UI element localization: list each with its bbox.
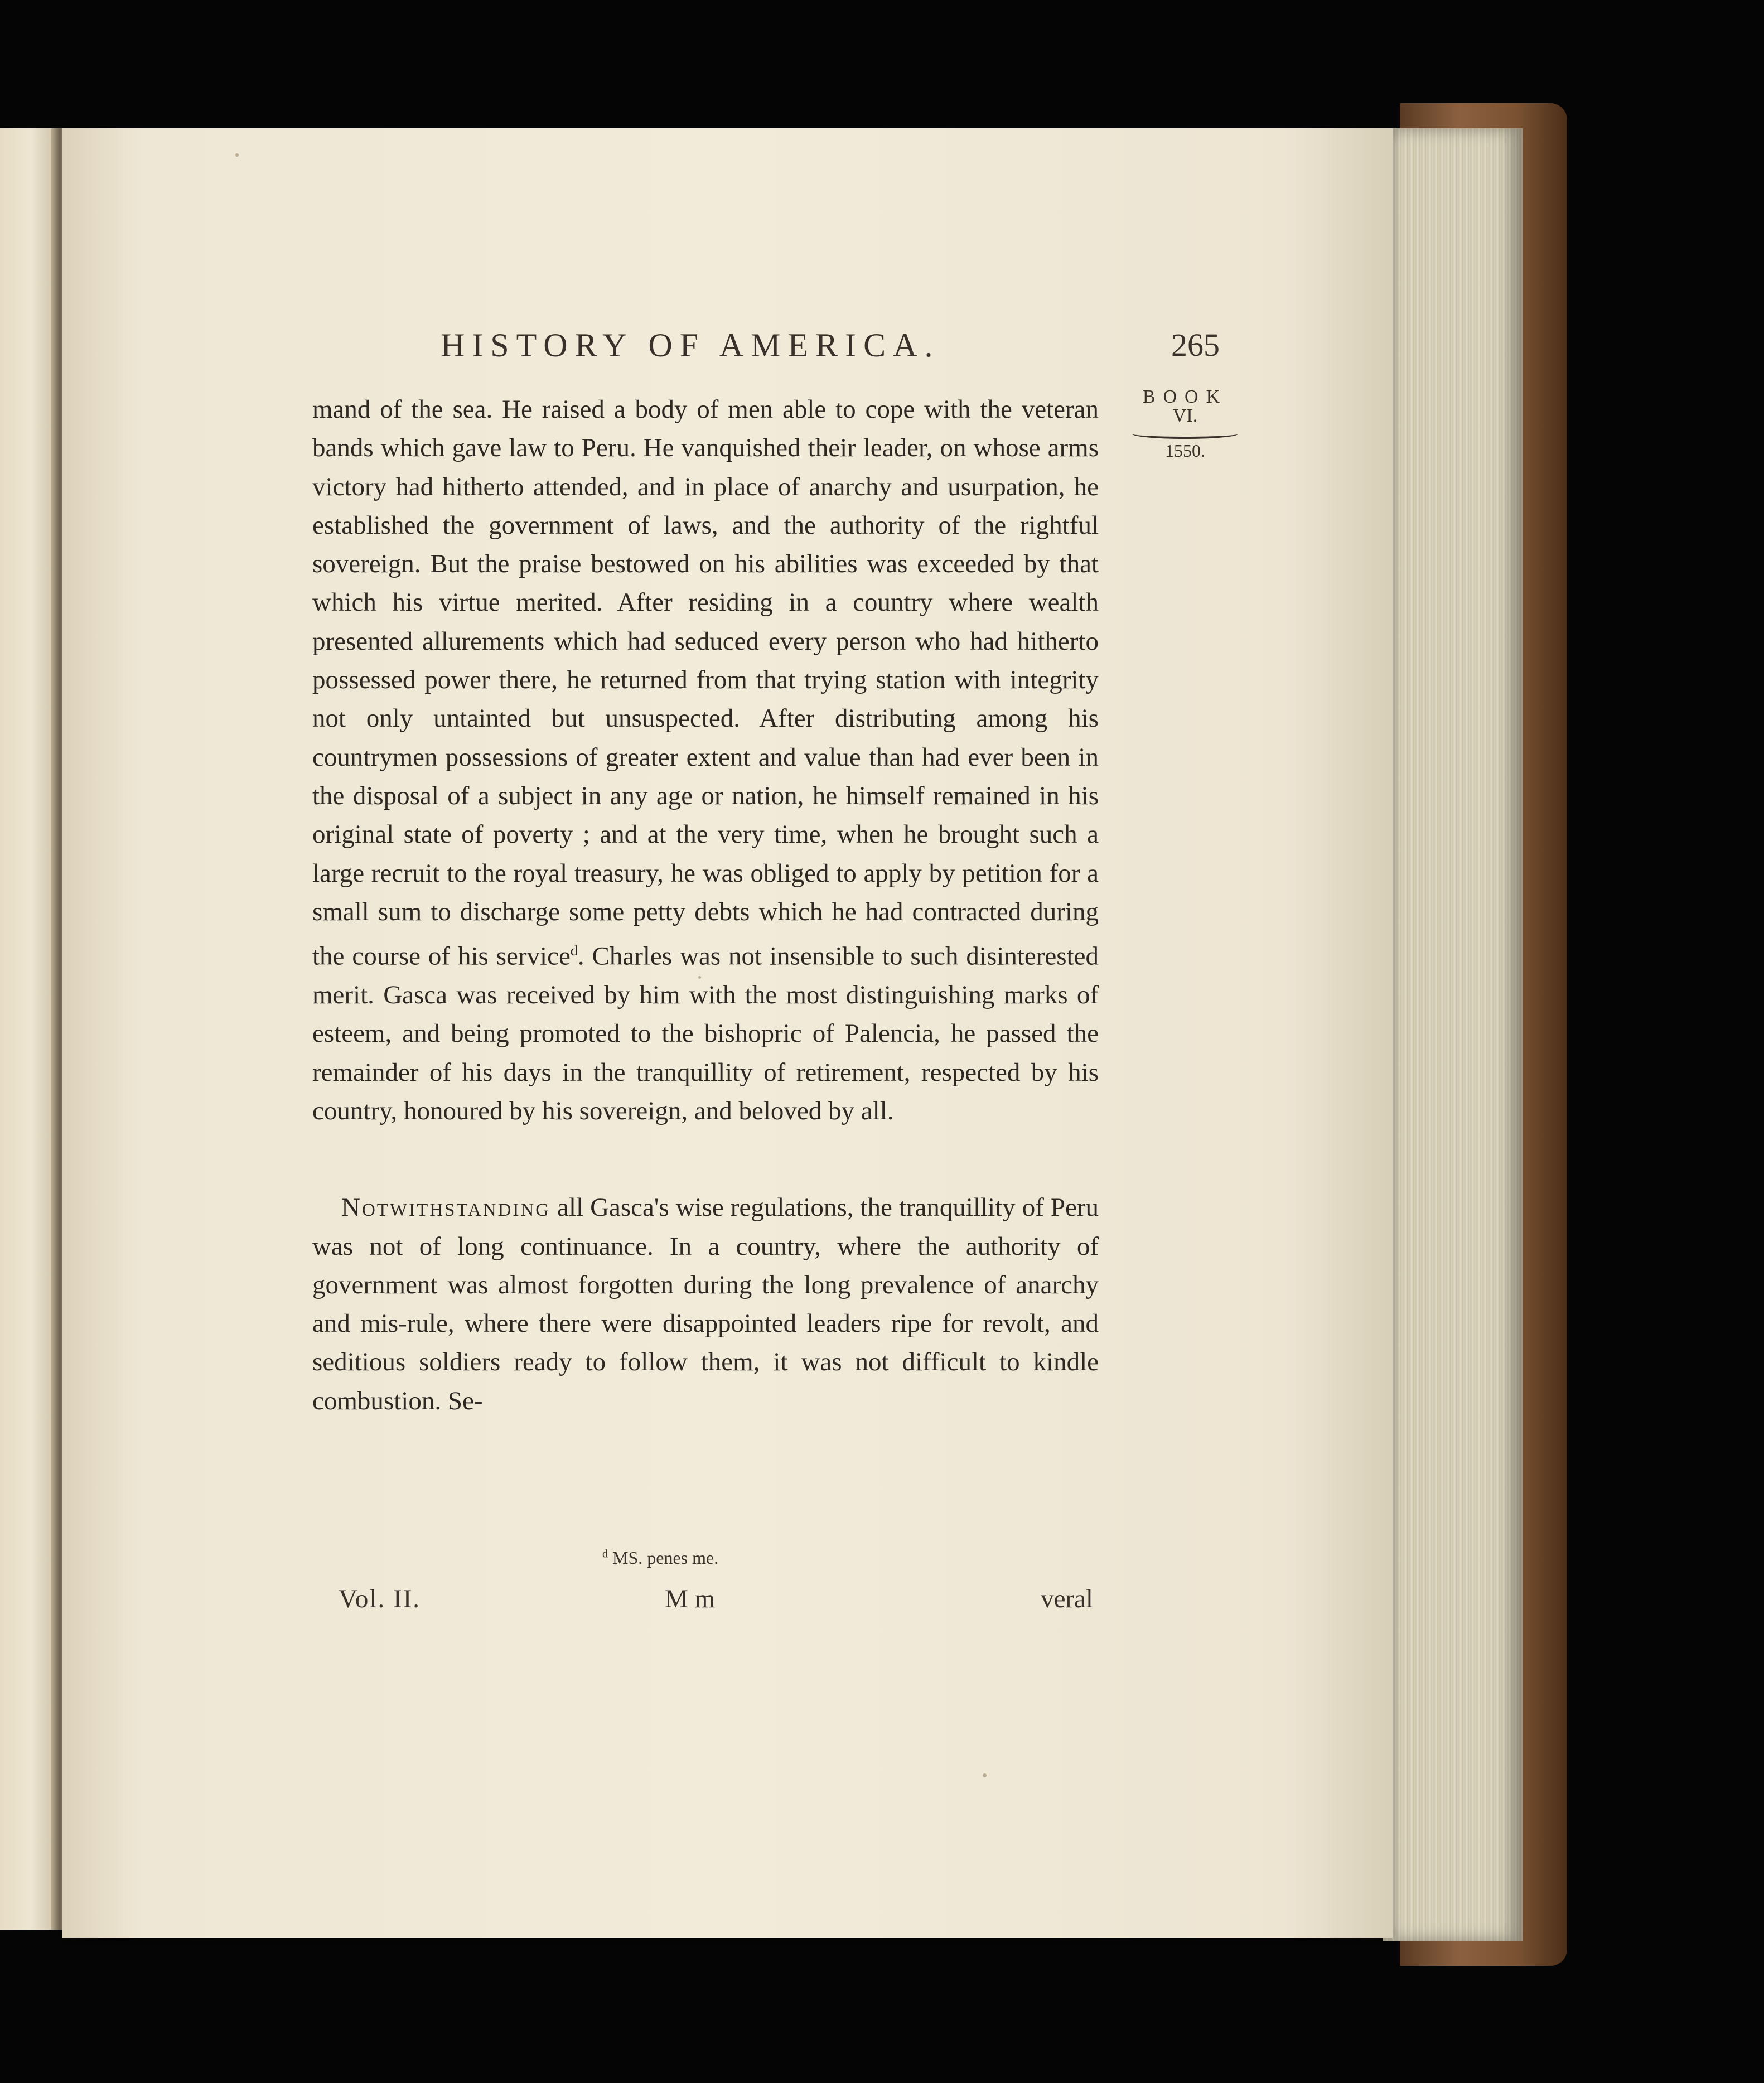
footnote-text: MS. penes me. <box>612 1548 719 1568</box>
volume-label: Vol. II. <box>339 1584 421 1613</box>
page-number: 265 <box>1171 327 1220 363</box>
paragraph-1-text-continued: . Charles was not insensible to such disinterested merit. Gasca was received by him with the most distinguishing marks of esteem, and being promoted to the bishopric of Palencia, he passed the remainder of his days in the tranquillity of retirement, respected by his country, honoured by his sovereign, and beloved by all. <box>312 941 1099 1125</box>
paragraph-2-lead-in: Notwithstanding <box>341 1193 551 1222</box>
paper-speck <box>983 1773 987 1777</box>
signature-mark: M m <box>665 1584 716 1613</box>
page-block-edges <box>1383 128 1523 1941</box>
paragraph-1-text: mand of the sea. He raised a body of men able to cope with the veteran bands which gave law to Peru. He vanquished their leader, on whose arms victory had hitherto attended, and in place of anarchy and usurpation, he established the government of laws, and the authority of the rightful sovereign. But the praise bestowed on his abilities was exceeded by that which his virtue merited. After residing in a country where wealth presented allurements which had seduced every person who had hitherto possessed power there, he returned from that trying station with integrity not only untainted but unsuspected. After distributing among his countrymen possessions of greater extent and value than had ever been in the disposal of a subject in any age or nation, he himself remained in his original state of poverty ; and at the very time, when he brought such a large recruit to the royal treasury, he was obliged to apply by petition for a small sum to discharge some petty debts which he had contracted during the course of his service <box>312 395 1099 971</box>
paragraph-gap <box>312 1130 1099 1188</box>
body-text <box>312 390 1099 1420</box>
margin-note <box>1121 388 1249 460</box>
margin-brace <box>1132 429 1238 439</box>
margin-volume-numeral: VI. <box>1172 405 1198 426</box>
margin-year: 1550. <box>1165 441 1205 461</box>
paragraph-1 <box>312 390 1099 1130</box>
paper-speck <box>235 153 239 157</box>
catchword: veral <box>1041 1584 1093 1613</box>
paragraph-2-text: all Gasca's wise regulations, the tranquillity of Peru was not of long continuance. In a country, where the authority of government was almost forgotten during the long prevalence of anarchy and mis-rule, where there were disappointed leaders ripe for revolt, and seditious soldiers ready to follow them, it was not difficult to kindle combustion. Se- <box>312 1193 1099 1415</box>
running-head: HISTORY OF AMERICA. <box>441 327 940 364</box>
left-facing-page <box>0 128 56 1930</box>
footnote <box>602 1548 718 1568</box>
page-footer <box>339 1584 1093 1617</box>
paragraph-2 <box>312 1188 1099 1420</box>
margin-book-label: BOOK <box>1142 386 1228 407</box>
footnote-reference: d <box>570 943 578 959</box>
footnote-mark: d <box>602 1548 608 1560</box>
